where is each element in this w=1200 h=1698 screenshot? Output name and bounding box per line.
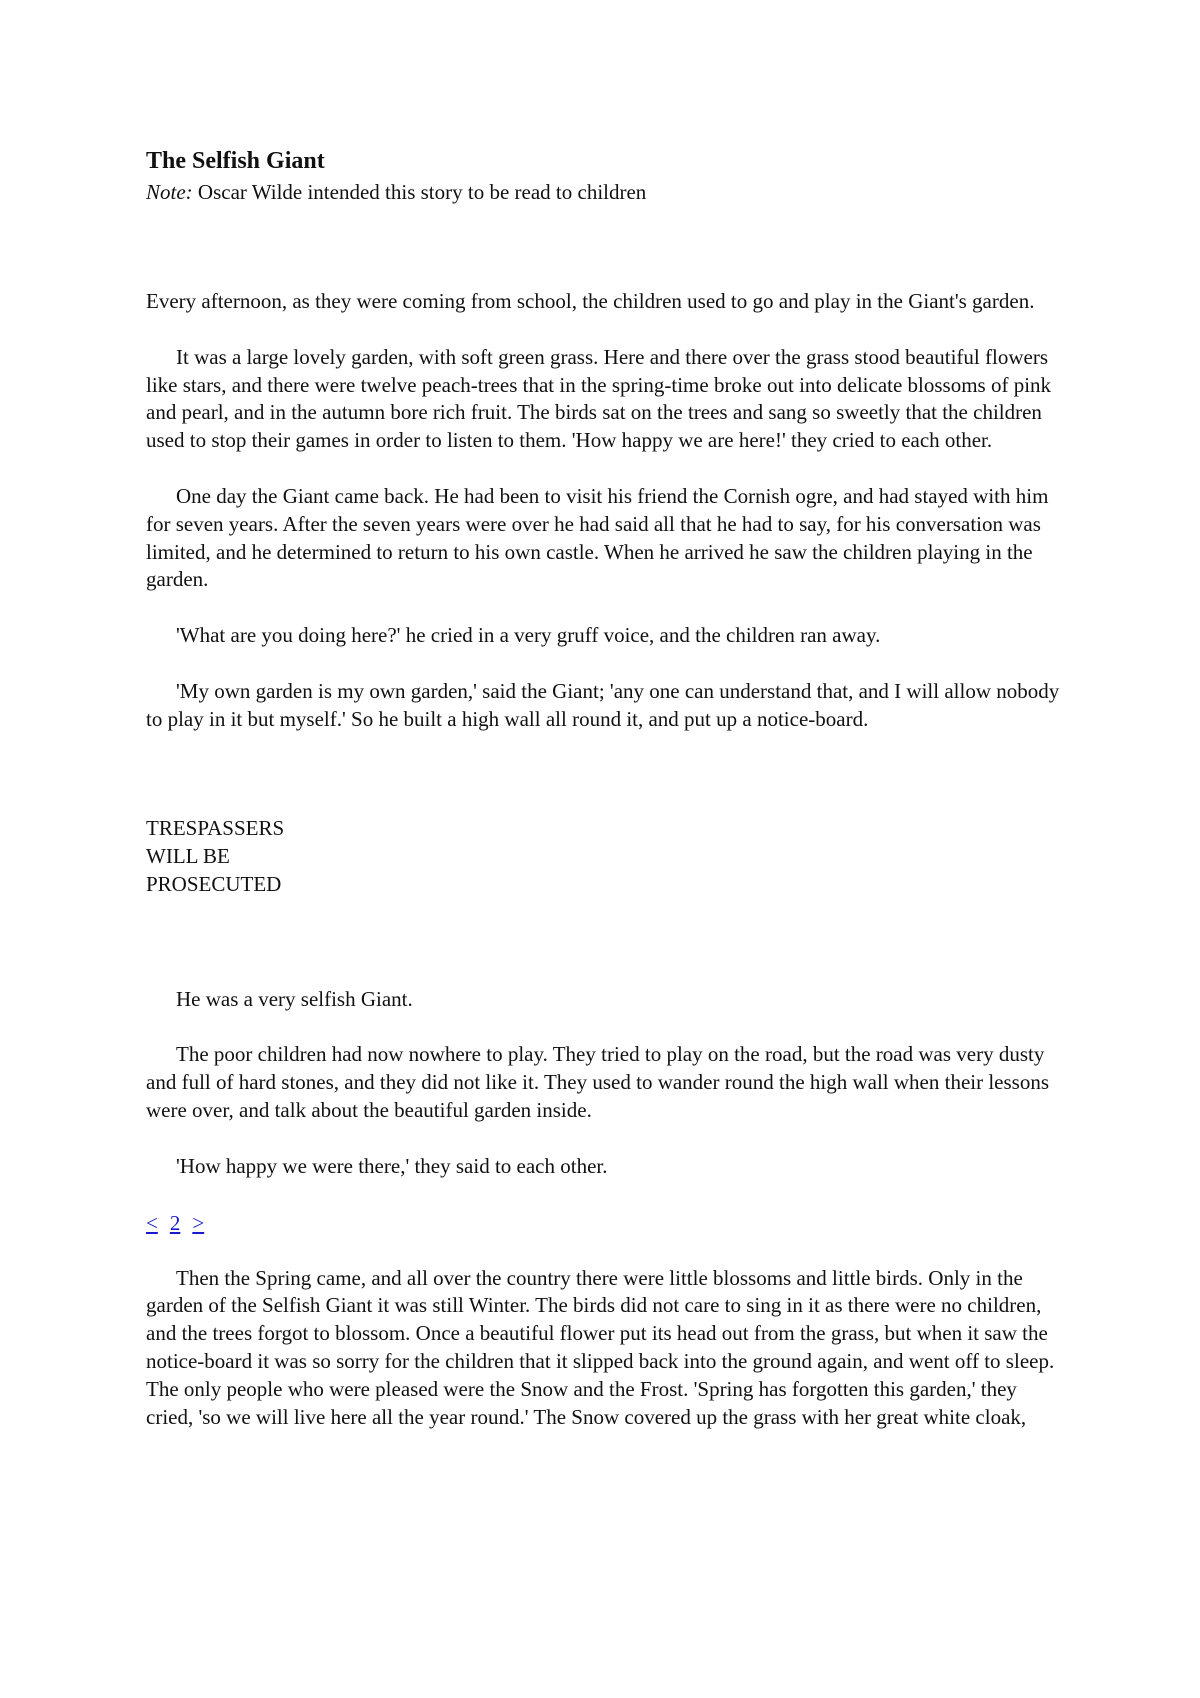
previous-page-link[interactable]: < (146, 1210, 158, 1235)
story-title: The Selfish Giant (146, 148, 325, 174)
note-label: Note: (146, 180, 193, 204)
paragraph: 'How happy we were there,' they said to each other. (176, 1153, 608, 1178)
sign-line: TRESPASSERS (146, 815, 285, 840)
paragraph: Every afternoon, as they were coming from school, the children used to go and play in the Giant's garden. (146, 289, 1035, 313)
story-note (146, 178, 1066, 206)
paragraph: Then the Spring came, and all over the country there were little blossoms and little birds. Only in the garden of the Selfish Giant it was still Winter. The birds did not care to sing in it as there were no children, and the trees forgot to blossom. Once a beautiful flower put its head out from the grass, but when it saw the notice-board it was so sorry for the children that it slipped back into the ground again, and went off to sleep. The only people who were pleased were the Snow and the Frost. 'Spring has forgotten this garden,' they cried, 'so we will live here all the year round.' The Snow covered up the grass with her great white cloak, (146, 1265, 1055, 1429)
notice-board-text (146, 814, 1066, 898)
paragraph: 'My own garden is my own garden,' said the Giant; 'any one can understand that, and I will allow nobody to play in it but myself.' So he built a high wall all round it, and put up a notice-board. (146, 678, 1060, 731)
paragraph: It was a large lovely garden, with soft green grass. Here and there over the grass stood beautiful flowers like stars, and there were twelve peach-trees that in the spring-time broke out into delicate blossoms of pink and pearl, and in the autumn bore rich fruit. The birds sat on the trees and sang so sweetly that the children used to stop their games in order to listen to them. 'How happy we are here!' they cried to each other. (146, 344, 1052, 453)
paragraph: The poor children had now nowhere to play. They tried to play on the road, but the road was very dusty and full of hard stones, and they did not like it. They used to wander round the high wall when their lessons were over, and talk about the beautiful garden inside. (146, 1042, 1050, 1122)
sign-line: PROSECUTED (146, 871, 282, 896)
page-navigation (146, 1209, 1066, 1237)
story-page (146, 146, 1066, 1459)
next-page-link[interactable]: > (192, 1210, 205, 1235)
page-number-link[interactable]: 2 (169, 1210, 181, 1235)
note-text: Oscar Wilde intended this story to be read to children (192, 180, 647, 204)
sign-line: WILL BE (146, 843, 230, 868)
paragraph: One day the Giant came back. He had been to visit his friend the Cornish ogre, and had stayed with him for seven years. After the seven years were over he had said all that he had to say, for his conversation was limited, and he determined to return to his own castle. When he arrived he saw the children playing in the garden. (146, 483, 1049, 592)
paragraph: 'What are you doing here?' he cried in a very gruff voice, and the children ran away. (176, 623, 881, 648)
paragraph: He was a very selfish Giant. (176, 986, 413, 1011)
